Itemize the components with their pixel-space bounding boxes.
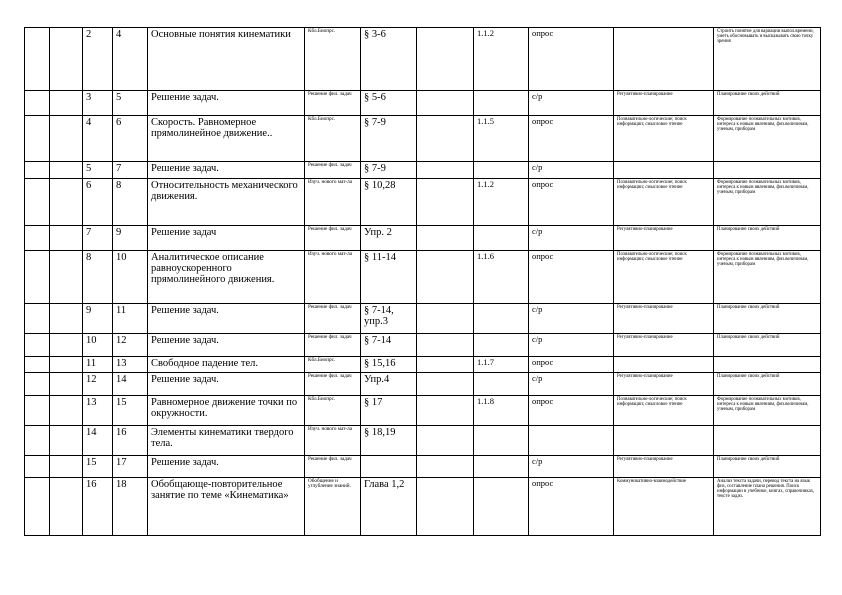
blank-cell	[417, 162, 474, 179]
row-number: 9	[83, 304, 113, 334]
blank-cell	[50, 456, 83, 478]
blank-cell	[417, 251, 474, 304]
table-row	[25, 251, 821, 304]
requirement-code	[474, 304, 529, 334]
blank-cell	[50, 426, 83, 456]
blank-cell	[25, 304, 50, 334]
table-row	[25, 304, 821, 334]
requirement-code	[474, 226, 529, 251]
lesson-form: Решение фил. задач	[305, 162, 361, 179]
lesson-number: 9	[113, 226, 148, 251]
blank-cell	[25, 396, 50, 426]
lesson-form: Решение фил. задач	[305, 304, 361, 334]
lesson-topic: Элементы кинематики твердого тела.	[148, 426, 305, 456]
lesson-form: Изуч. нового мат-ла	[305, 251, 361, 304]
requirement-code	[474, 456, 529, 478]
blank-cell	[50, 251, 83, 304]
blank-cell	[25, 426, 50, 456]
requirement-code: 1.1.6	[474, 251, 529, 304]
control-type: с/р	[529, 334, 614, 357]
control-type: опрос	[529, 116, 614, 162]
student-activity: Планирование своих действий	[714, 226, 821, 251]
blank-cell	[25, 91, 50, 116]
student-activity	[714, 426, 821, 456]
learning-actions: Регулятивно-планирование	[614, 334, 714, 357]
homework: § 11-14	[361, 251, 417, 304]
learning-actions	[614, 162, 714, 179]
blank-cell	[25, 116, 50, 162]
blank-cell	[50, 226, 83, 251]
student-activity: Строить понятие для вариации выпол.времени, уметь обосновывать и высказывать свою точку зрения	[714, 28, 821, 91]
blank-cell	[417, 304, 474, 334]
row-number: 6	[83, 179, 113, 226]
learning-actions: Регулятивно-планирование	[614, 226, 714, 251]
blank-cell	[417, 28, 474, 91]
student-activity: Формирование познавательных мотивов, интереса к новым явлениям, физ.величинам, ученым, приборам	[714, 179, 821, 226]
blank-cell	[25, 251, 50, 304]
lesson-topic: Решение задач.	[148, 456, 305, 478]
lesson-form: Решение фил. задач	[305, 334, 361, 357]
lesson-form: Решение фил. задач	[305, 91, 361, 116]
row-number: 4	[83, 116, 113, 162]
lesson-form: Изуч. нового мат-ла	[305, 426, 361, 456]
blank-cell	[50, 304, 83, 334]
requirement-code: 1.1.7	[474, 357, 529, 373]
lesson-form: Кбл.Биопрс.	[305, 28, 361, 91]
blank-cell	[417, 426, 474, 456]
blank-cell	[417, 334, 474, 357]
table-row	[25, 334, 821, 357]
control-type: опрос	[529, 179, 614, 226]
row-number: 15	[83, 456, 113, 478]
table-row	[25, 91, 821, 116]
lesson-topic: Обобщающе-повторительное занятие по теме «Кинематика»	[148, 478, 305, 536]
learning-actions: Познавательно-логические; поиск информации; смысловое чтение	[614, 179, 714, 226]
control-type: с/р	[529, 456, 614, 478]
blank-cell	[50, 334, 83, 357]
lesson-number: 15	[113, 396, 148, 426]
homework: § 17	[361, 396, 417, 426]
lesson-number: 5	[113, 91, 148, 116]
blank-cell	[417, 456, 474, 478]
requirement-code	[474, 334, 529, 357]
control-type: опрос	[529, 478, 614, 536]
homework	[361, 456, 417, 478]
lesson-number: 12	[113, 334, 148, 357]
lesson-form: Решение фил. задач	[305, 226, 361, 251]
homework: § 15,16	[361, 357, 417, 373]
homework: § 18,19	[361, 426, 417, 456]
student-activity: Формирование познавательных мотивов, интереса к новым явлениям, физ.величинам, ученым, приборам	[714, 116, 821, 162]
student-activity: Планирование своих действий	[714, 334, 821, 357]
lesson-number: 18	[113, 478, 148, 536]
row-number: 5	[83, 162, 113, 179]
lesson-number: 13	[113, 357, 148, 373]
row-number: 12	[83, 373, 113, 396]
blank-cell	[50, 478, 83, 536]
blank-cell	[50, 91, 83, 116]
table-body	[25, 28, 821, 536]
blank-cell	[50, 357, 83, 373]
control-type: с/р	[529, 304, 614, 334]
lesson-topic: Решение задач.	[148, 334, 305, 357]
control-type: с/р	[529, 162, 614, 179]
row-number: 7	[83, 226, 113, 251]
learning-actions	[614, 357, 714, 373]
control-type: опрос	[529, 251, 614, 304]
lesson-topic: Решение задач.	[148, 91, 305, 116]
blank-cell	[50, 179, 83, 226]
control-type: опрос	[529, 357, 614, 373]
control-type: с/р	[529, 226, 614, 251]
lesson-number: 6	[113, 116, 148, 162]
lesson-form: Кбл.Биопрс.	[305, 357, 361, 373]
student-activity: Планирование своих действий	[714, 91, 821, 116]
lesson-number: 10	[113, 251, 148, 304]
blank-cell	[25, 456, 50, 478]
homework: § 7-14	[361, 334, 417, 357]
blank-cell	[417, 478, 474, 536]
homework: § 7-9	[361, 162, 417, 179]
lesson-number: 11	[113, 304, 148, 334]
requirement-code: 1.1.2	[474, 28, 529, 91]
lesson-topic: Решение задач.	[148, 373, 305, 396]
learning-actions	[614, 426, 714, 456]
table-row	[25, 426, 821, 456]
learning-actions: Познавательно-логические; поиск информации; смысловое чтение	[614, 116, 714, 162]
table-row	[25, 162, 821, 179]
row-number: 8	[83, 251, 113, 304]
blank-cell	[417, 357, 474, 373]
blank-cell	[25, 179, 50, 226]
lesson-number: 14	[113, 373, 148, 396]
blank-cell	[25, 373, 50, 396]
blank-cell	[25, 226, 50, 251]
student-activity: Планирование своих действий	[714, 373, 821, 396]
lesson-number: 16	[113, 426, 148, 456]
row-number: 3	[83, 91, 113, 116]
row-number: 13	[83, 396, 113, 426]
control-type: с/р	[529, 91, 614, 116]
table-row	[25, 396, 821, 426]
blank-cell	[417, 373, 474, 396]
blank-cell	[50, 373, 83, 396]
student-activity: Формирование познавательных мотивов, интереса к новым явлениям, физ.величинам, ученым, приборам	[714, 396, 821, 426]
blank-cell	[417, 179, 474, 226]
learning-actions	[614, 28, 714, 91]
student-activity: Анализ текста задачи, перевод текста на язык физ, составление плана решения. Поиск информации в учебнике, книгах, справочниках, тексте задач.	[714, 478, 821, 536]
homework: § 7-14, упр.3	[361, 304, 417, 334]
blank-cell	[50, 162, 83, 179]
lesson-topic: Решение задач	[148, 226, 305, 251]
lesson-form: Кбл.Биопрс.	[305, 396, 361, 426]
lesson-topic: Равномерное движение точки по окружности.	[148, 396, 305, 426]
blank-cell	[25, 28, 50, 91]
homework: Глава 1,2	[361, 478, 417, 536]
control-type	[529, 426, 614, 456]
table-row	[25, 226, 821, 251]
blank-cell	[25, 478, 50, 536]
lesson-form: Обобщение и углубление знаний.	[305, 478, 361, 536]
table-row	[25, 373, 821, 396]
row-number: 16	[83, 478, 113, 536]
student-activity: Планирование своих действий	[714, 456, 821, 478]
student-activity	[714, 162, 821, 179]
control-type: опрос	[529, 396, 614, 426]
table-row	[25, 456, 821, 478]
homework: Упр. 2	[361, 226, 417, 251]
lesson-topic: Скорость. Равномерное прямолинейное движение..	[148, 116, 305, 162]
blank-cell	[417, 116, 474, 162]
student-activity	[714, 357, 821, 373]
blank-cell	[25, 357, 50, 373]
learning-actions: Познавательно-логические; поиск информации; смысловое чтение	[614, 396, 714, 426]
requirement-code	[474, 373, 529, 396]
requirement-code	[474, 426, 529, 456]
learning-actions: Регулятивно-планирование	[614, 373, 714, 396]
row-number: 14	[83, 426, 113, 456]
table-row	[25, 28, 821, 91]
lesson-topic: Свободное падение тел.	[148, 357, 305, 373]
learning-actions: Познавательно-логические; поиск информации; смысловое чтение	[614, 251, 714, 304]
lesson-number: 7	[113, 162, 148, 179]
requirement-code: 1.1.2	[474, 179, 529, 226]
lesson-topic: Решение задач.	[148, 162, 305, 179]
homework: § 3-6	[361, 28, 417, 91]
requirement-code	[474, 91, 529, 116]
blank-cell	[417, 396, 474, 426]
learning-actions: Регулятивно-планирование	[614, 456, 714, 478]
blank-cell	[50, 116, 83, 162]
requirement-code	[474, 162, 529, 179]
learning-actions: Коммуникативно-взаимодействие	[614, 478, 714, 536]
blank-cell	[417, 226, 474, 251]
learning-actions: Регулятивно-планирование	[614, 304, 714, 334]
requirement-code	[474, 478, 529, 536]
table-row	[25, 116, 821, 162]
lesson-topic: Основные понятия кинематики	[148, 28, 305, 91]
lesson-form: Изуч. нового мат-ла	[305, 179, 361, 226]
blank-cell	[25, 162, 50, 179]
lesson-plan-table	[24, 27, 821, 536]
homework: § 7-9	[361, 116, 417, 162]
lesson-form: Кбл.Биопрс.	[305, 116, 361, 162]
lesson-number: 4	[113, 28, 148, 91]
learning-actions: Регулятивно-планирование	[614, 91, 714, 116]
lesson-number: 17	[113, 456, 148, 478]
requirement-code: 1.1.8	[474, 396, 529, 426]
blank-cell	[50, 28, 83, 91]
row-number: 2	[83, 28, 113, 91]
lesson-topic: Решение задач.	[148, 304, 305, 334]
row-number: 10	[83, 334, 113, 357]
requirement-code: 1.1.5	[474, 116, 529, 162]
control-type: с/р	[529, 373, 614, 396]
student-activity: Планирование своих действий	[714, 304, 821, 334]
blank-cell	[417, 91, 474, 116]
lesson-form: Решение фил. задач	[305, 456, 361, 478]
table-row	[25, 357, 821, 373]
lesson-number: 8	[113, 179, 148, 226]
homework: Упр.4	[361, 373, 417, 396]
blank-cell	[50, 396, 83, 426]
lesson-topic: Относительность механического движения.	[148, 179, 305, 226]
blank-cell	[25, 334, 50, 357]
row-number: 11	[83, 357, 113, 373]
lesson-form: Решение фил. задач	[305, 373, 361, 396]
homework: § 10,28	[361, 179, 417, 226]
table-row	[25, 478, 821, 536]
lesson-topic: Аналитическое описание равноускоренного прямолинейного движения.	[148, 251, 305, 304]
table-row	[25, 179, 821, 226]
homework: § 5-6	[361, 91, 417, 116]
control-type: опрос	[529, 28, 614, 91]
student-activity: Формирование познавательных мотивов, интереса к новым явлениям, физ.величинам, ученым, приборам	[714, 251, 821, 304]
